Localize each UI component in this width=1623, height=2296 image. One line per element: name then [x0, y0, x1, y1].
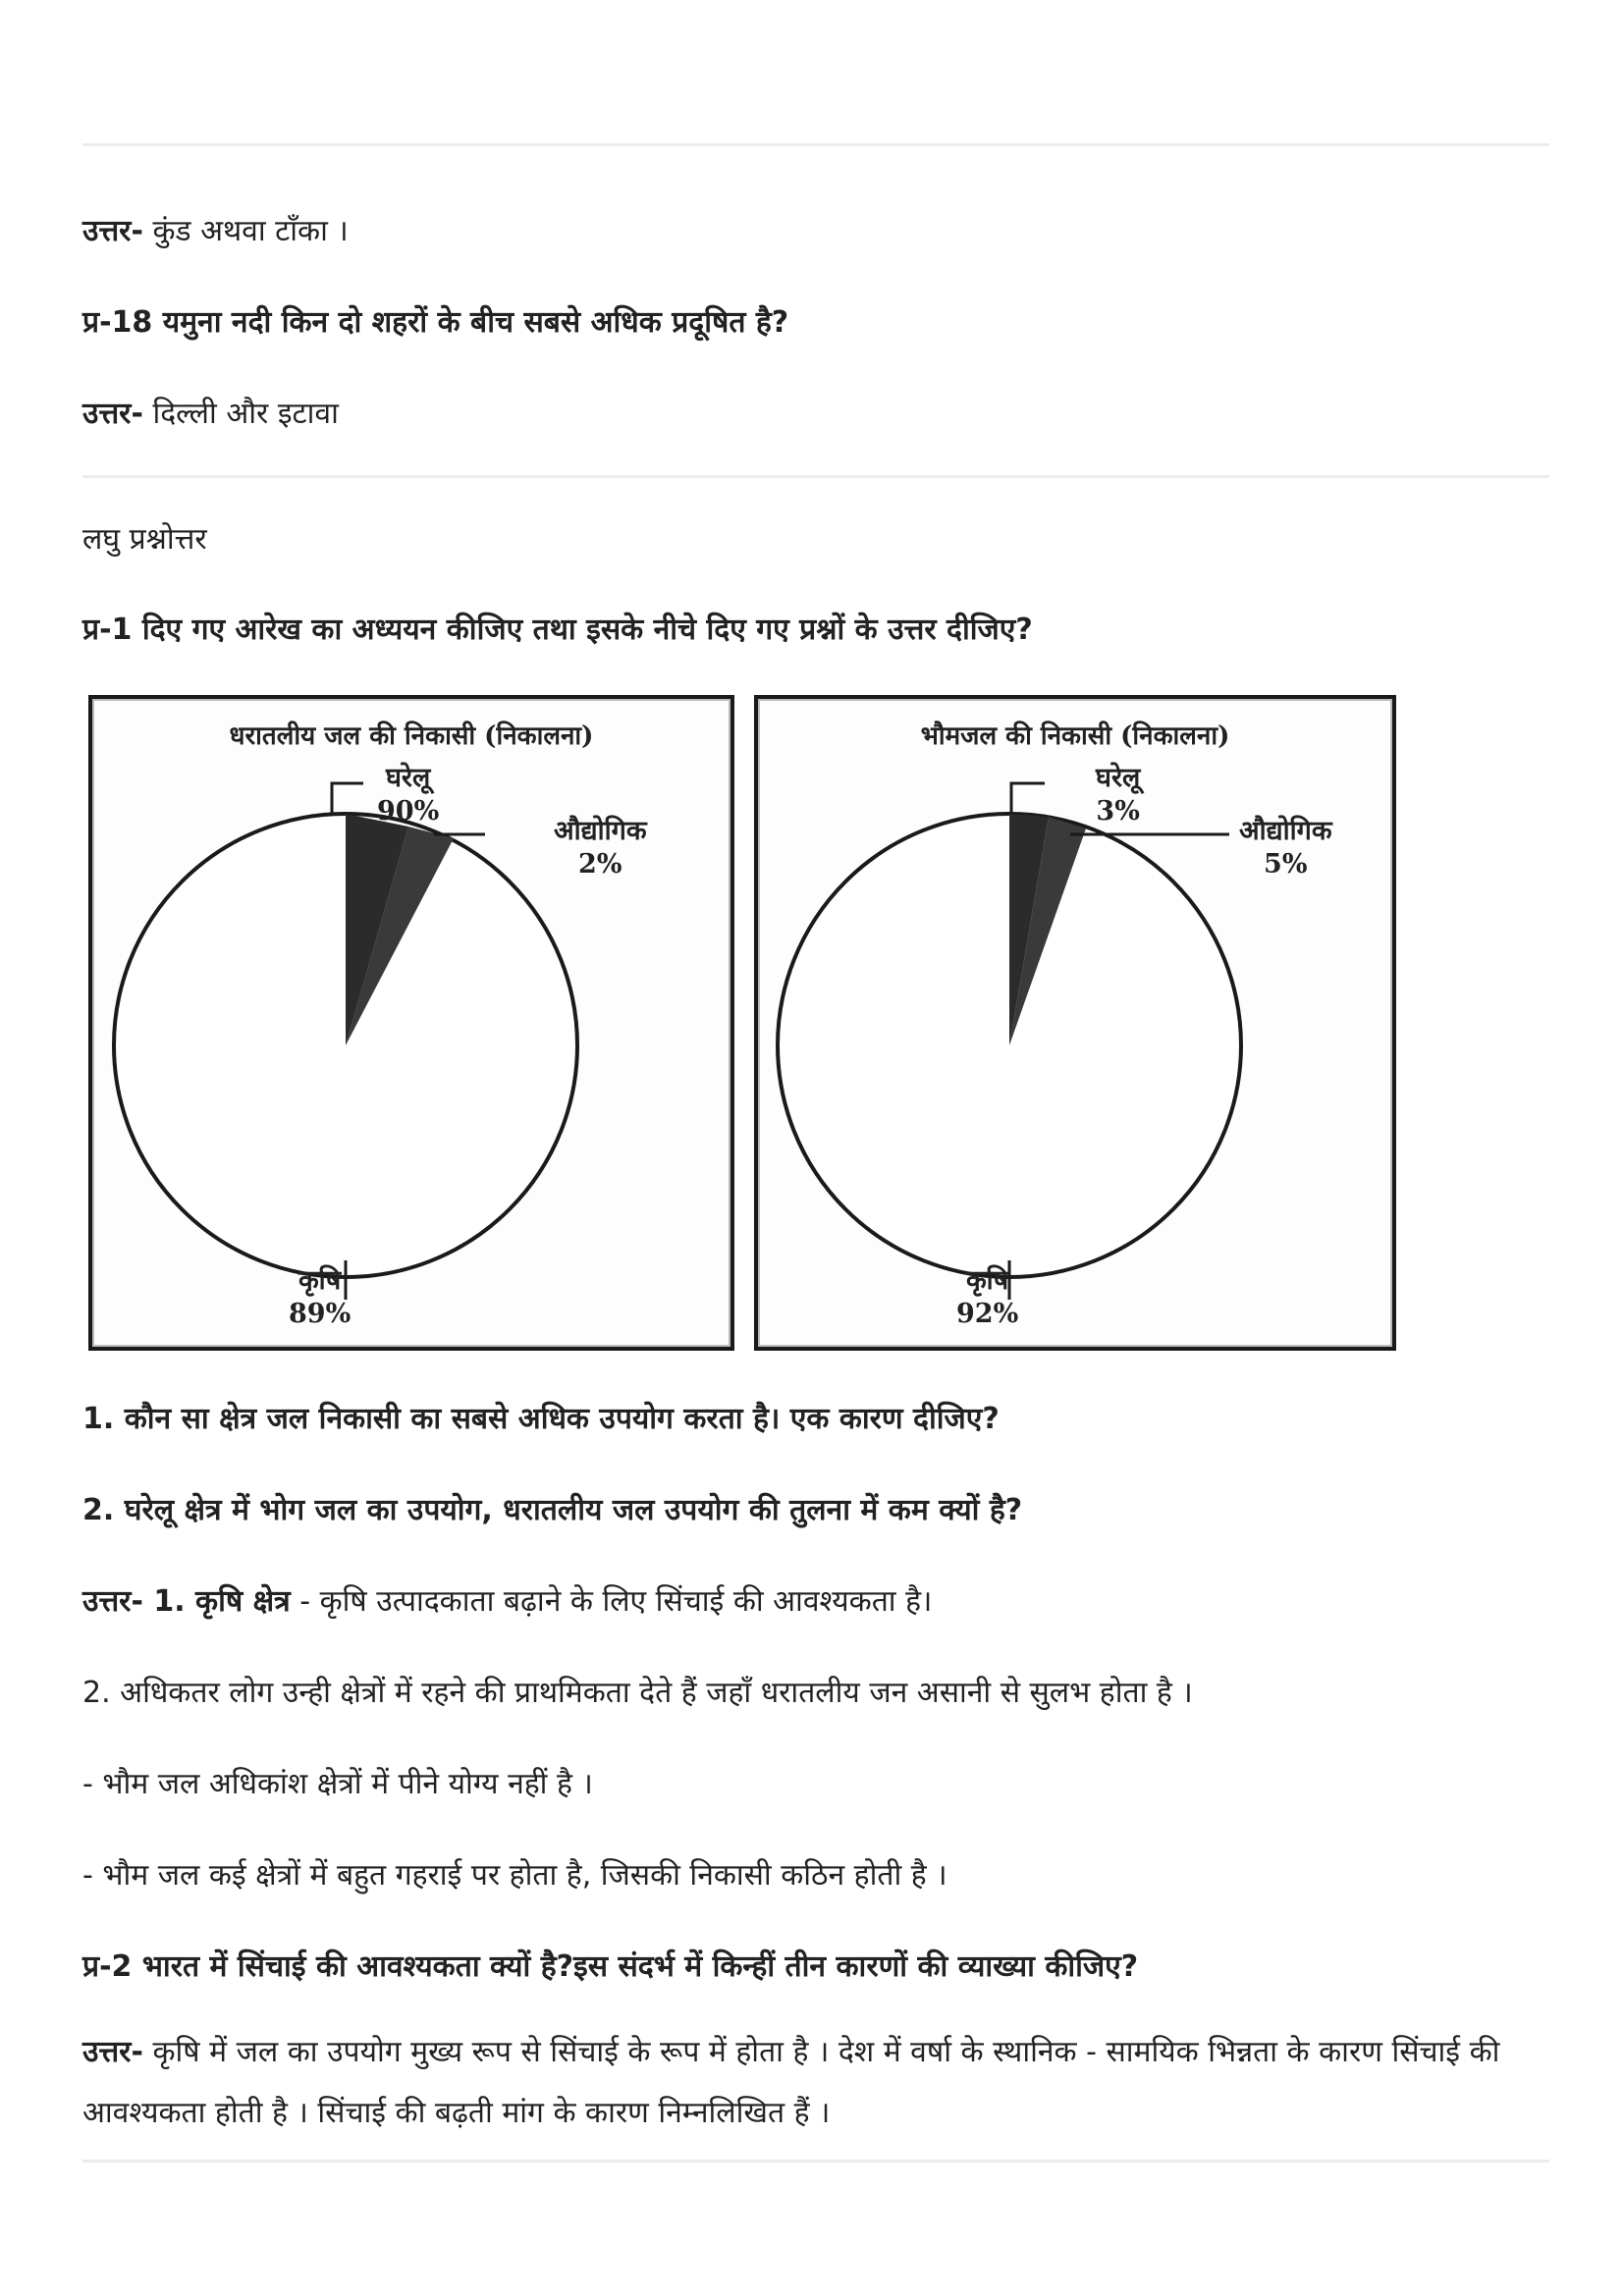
label-domestic	[377, 762, 439, 828]
slice-value: 5%	[1264, 849, 1308, 880]
answer-text: कुंड अथवा टाँका ।	[142, 214, 349, 248]
answer-label: उत्तर-	[82, 214, 143, 248]
slice-value: 2%	[578, 849, 622, 880]
answer-text: दिल्ली और इटावा	[142, 397, 339, 431]
pie-chart-groundwater	[758, 699, 1392, 1347]
pie-chart-figure	[82, 689, 1398, 1357]
label-agriculture	[289, 1264, 351, 1331]
leader-line-domestic	[1011, 783, 1045, 813]
answer-label: उत्तर-	[82, 2035, 143, 2069]
slice-label: घरेलू	[1096, 763, 1141, 793]
label-industrial	[554, 815, 647, 881]
section-divider	[82, 475, 1549, 478]
label-agriculture	[956, 1264, 1018, 1331]
sq2-answer	[82, 2022, 1549, 2144]
sub-question-1: 1. कौन सा क्षेत्र जल निकासी का सबसे अधिक उपयोग करता है। एक कारण दीजिए?	[82, 1402, 1000, 1436]
q18-answer	[82, 393, 1555, 436]
slice-value: 3%	[1096, 796, 1140, 827]
bottom-divider	[82, 2160, 1549, 2163]
label-domestic	[1096, 762, 1140, 828]
answer-2-point-2: - भौम जल कई क्षेत्रों में बहुत गहराई पर होता है, जिसकी निकासी कठिन होती है ।	[82, 1858, 947, 1893]
slice-label: औद्योगिक	[1239, 816, 1332, 846]
section-heading: लघु प्रश्नोत्तर	[82, 522, 207, 557]
pie-panel-groundwater	[754, 695, 1396, 1351]
slice-value: 92%	[956, 1299, 1019, 1329]
answer-2: 2. अधिकतर लोग उन्ही क्षेत्रों में रहने की प्राथमिकता देते हैं जहाँ धरातलीय जन असानी से सुलभ होता है ।	[82, 1676, 1193, 1710]
chart-title: धरातलीय जल की निकासी (निकालना)	[229, 721, 594, 751]
slice-label: कृषि	[965, 1265, 1009, 1296]
slice-value: 90%	[377, 796, 440, 827]
pie-panel-surface-water	[88, 695, 734, 1351]
answer-2-point-1: - भौम जल अधिकांश क्षेत्रों में पीने योग्य नहीं है ।	[82, 1767, 593, 1801]
label-industrial	[1239, 815, 1332, 881]
answer-text: - कृषि उत्पादकाता बढ़ाने के लिए सिंचाई की आवश्यकता है।	[290, 1584, 933, 1619]
answer-text: कृषि में जल का उपयोग मुख्य रूप से सिंचाई के रूप में होता है । देश में वर्षा के स्थानिक - सामयिक भिन्नता के कारण सिंचाई की आवश्यकता होती है । सिंचाई की बढ़ती मांग के कारण निम्नलिखित हैं ।	[82, 2035, 1500, 2130]
slice-value: 89%	[289, 1299, 352, 1329]
answer-label: उत्तर-	[82, 397, 143, 431]
answer-1	[82, 1580, 1555, 1624]
answer-label: उत्तर- 1. कृषि क्षेत्र	[82, 1584, 291, 1619]
leader-line-domestic	[332, 783, 363, 813]
question-18: प्र-18 यमुना नदी किन दो शहरों के बीच सबसे अधिक प्रदूषित है?	[82, 305, 789, 340]
sub-question-2: 2. घरेलू क्षेत्र में भोग जल का उपयोग, धरातलीय जल उपयोग की तुलना में कम क्यों है?	[82, 1493, 1023, 1527]
q17-answer	[82, 210, 1555, 253]
slice-label: घरेलू	[385, 763, 431, 793]
top-divider	[82, 143, 1549, 146]
slice-label: कृषि	[298, 1265, 342, 1296]
slice-label: औद्योगिक	[554, 816, 647, 846]
short-question-1: प्र-1 दिए गए आरेख का अध्ययन कीजिए तथा इसके नीचे दिए गए प्रश्नों के उत्तर दीजिए?	[82, 613, 1033, 647]
chart-title: भौमजल की निकासी (निकालना)	[920, 721, 1230, 751]
short-question-2: प्र-2 भारत में सिंचाई की आवश्यकता क्यों है?इस संदर्भ में किन्हीं तीन कारणों की व्याख्या कीजिए?	[82, 1949, 1139, 1984]
